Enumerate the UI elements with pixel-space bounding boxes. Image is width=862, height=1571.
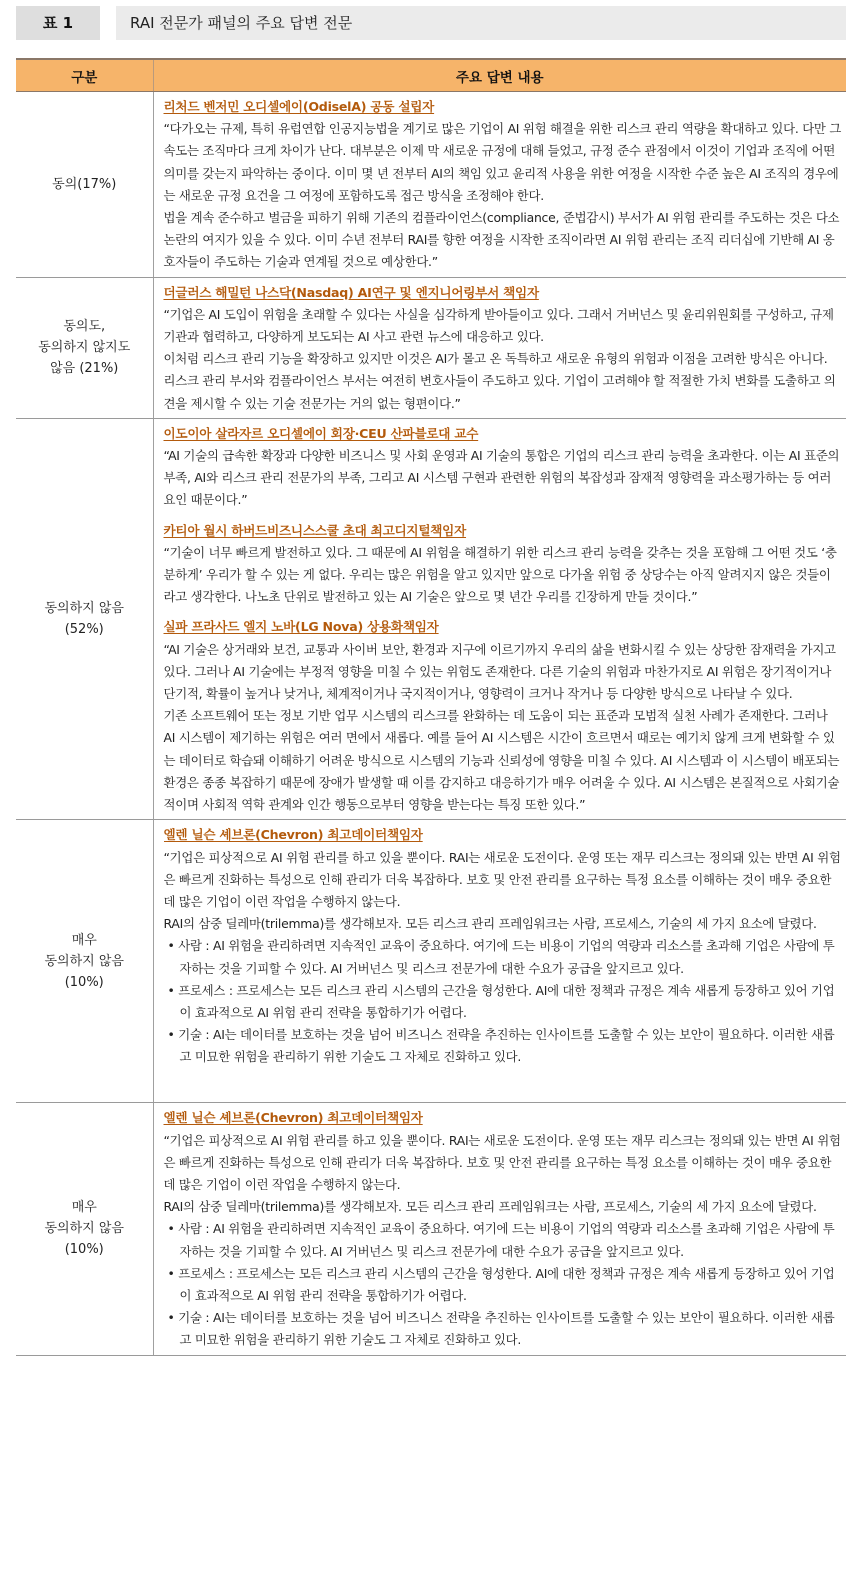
response-paragraph: 법을 계속 준수하고 벌금을 피하기 위해 기존의 컴플라이언스(compliance, 준법감시) 부서가 AI 위험 관리를 주도하는 것은 다소 논란의 여지가 있을 수 있다. 이미 수년 전부터 RAI를 향한 여정을 시작한 조직이라면 AI 위험 관리는 조직 리더십에 기반해 AI 옹호자들이 주도하는 기술과 연계될 것으로 예상한다.” (163, 210, 840, 270)
category-line: 동의(17%) (52, 176, 117, 192)
response-block (164, 1107, 843, 1351)
table-row (16, 820, 846, 1103)
row-content (153, 1103, 846, 1355)
row-category (16, 820, 153, 1103)
response-block (164, 282, 843, 415)
category-line: (10%) (64, 1242, 104, 1258)
response-block (164, 423, 843, 512)
response-paragraph: 이처럼 리스크 관리 기능을 확장하고 있지만 이것은 AI가 몰고 온 독특하고 새로운 유형의 위험과 이점을 고려한 방식은 아니다. 리스크 관리 부서와 컴플라이언스 부서는 여전히 변호사들이 주도하고 있다. 기업이 고려해야 할 적절한 가치 변화를 도출하고 의견을 제시할 수 있는 기술 전문가는 거의 없는 형편이다.” (163, 351, 836, 411)
response-bullet: • 기술 : AI는 데이터를 보호하는 것을 넘어 비즈니스 전략을 추진하는 인사이트를 도출할 수 있는 보안이 필요하다. 이러한 새롭고 미묘한 위험을 관리하기 위한 기술도 그 자체로 진화하고 있다. (167, 1310, 835, 1348)
response-block (164, 824, 843, 1068)
row-content (153, 92, 846, 278)
row-content (153, 277, 846, 418)
response-block (164, 520, 843, 609)
header-category: 구분 (16, 59, 153, 92)
row-content-inner (164, 423, 843, 816)
category-line: 않음 (21%) (50, 361, 119, 377)
row-category (16, 92, 153, 278)
category-line: 동의도, (63, 319, 106, 335)
response-paragraph: “다가오는 규제, 특히 유럽연합 인공지능법을 계기로 많은 기업이 AI 위험 해결을 위한 리스크 관리 역량을 확대하고 있다. 다만 그 속도는 조직마다 크게 차이가 난다. 대부분은 이제 막 새로운 규정에 대해 들었고, 규정 준수 관점에서 이것이 기업과 조직에 어떤 의미를 갖는지 파악하는 중이다. 이미 몇 년 전부터 AI의 책임 있고 윤리적 사용을 위한 여정을 시작한 수준 높은 AI 조직의 경우에는 새로운 규정 요건을 그 여정에 포함하도록 접근 방식을 조정해야 한다. (163, 121, 842, 203)
speaker-name: 카티아 월시 하버드비즈니스스쿨 초대 최고디지털책임자 (163, 522, 467, 538)
response-bullet: • 기술 : AI는 데이터를 보호하는 것을 넘어 비즈니스 전략을 추진하는 인사이트를 도출할 수 있는 보안이 필요하다. 이러한 새롭고 미묘한 위험을 관리하기 위한 기술도 그 자체로 진화하고 있다. (167, 1027, 835, 1065)
table-row (16, 92, 846, 278)
category-line: 동의하지 않음 (44, 1221, 124, 1237)
table-row (16, 418, 846, 819)
speaker-name: 리처드 벤저민 오디셀에이(OdiselA) 공동 설립자 (163, 99, 435, 114)
speaker-name: 이도이아 살라자르 오디셀에이 회장·CEU 산파블로대 교수 (163, 425, 479, 441)
response-paragraph: 기존 소프트웨어 또는 정보 기반 업무 시스템의 리스크를 완화하는 데 도움이 되는 표준과 모범적 실천 사례가 존재한다. 그러나 AI 시스템이 제기하는 위험은 여러 면에서 새롭다. 예를 들어 AI 시스템은 시간이 흐르면서 때로는 예기치 않게 크게 변화할 수 있는 데이터로 학습돼 이해하기 어려운 방식으로 시스템의 기능과 신뢰성에 영향을 미칠 수 있다. AI 시스템과 이 시스템이 배포되는 환경은 종종 복잡하기 때문에 장애가 발생할 때 이를 감지하고 대응하기가 매우 어려울 수 있다. AI 시스템은 본질적으로 사회기술적이며 사회적 역학 관계와 인간 행동으로부터 영향을 받는다는 특징 또한 있다.” (163, 708, 840, 813)
response-paragraph: “기업은 AI 도입이 위험을 초래할 수 있다는 사실을 심각하게 받아들이고 있다. 그래서 거버넌스 및 윤리위원회를 구성하고, 규제 기관과 협력하고, 다양하게 보도되는 AI 사고 관련 뉴스에 대응하고 있다. (163, 306, 834, 345)
speaker-name: 엘렌 닐슨 셰브론(Chevron) 최고데이터책임자 (163, 827, 423, 843)
response-paragraph: “기업은 피상적으로 AI 위험 관리를 하고 있을 뿐이다. RAI는 새로운 도전이다. 운영 또는 재무 리스크는 정의돼 있는 반면 AI 위험은 빠르게 진화하는 특성으로 인해 관리가 더욱 복잡하다. 보호 및 안전 관리를 요구하는 특정 요소를 이해하는 것이 매우 중요한데 많은 기업이 이런 작업을 수행하지 않는다. (163, 849, 841, 909)
row-category (16, 418, 153, 819)
response-paragraph: “AI 기술의 급속한 확장과 다양한 비즈니스 및 사회 운영과 AI 기술의 통합은 기업의 리스크 관리 능력을 초과한다. 이는 AI 표준의 부족, AI와 리스크 관리 전문가의 부족, 그리고 AI 시스템 구현과 관련한 위험의 복잡성과 잠재적 영향력을 과소평가하는 등 여러 요인 때문이다.” (163, 448, 840, 508)
table-row (16, 277, 846, 418)
table-number: 표 1 (16, 6, 100, 40)
response-block (164, 96, 843, 274)
speaker-name: 더글러스 해밀턴 나스닥(Nasdaq) AI연구 및 엔지니어링부서 책임자 (163, 284, 539, 300)
response-bullet: • 프로세스 : 프로세스는 모든 리스크 관리 시스템의 근간을 형성한다. AI에 대한 정책과 규정은 계속 새롭게 등장하고 있어 기업이 효과적으로 AI 위험 관리 전략을 통합하기가 어렵다. (167, 982, 835, 1020)
category-line: 동의하지 않지도 (38, 340, 131, 356)
table-caption (16, 6, 846, 40)
row-content (153, 418, 846, 819)
row-content (153, 820, 846, 1103)
response-bullet: • 프로세스 : 프로세스는 모든 리스크 관리 시스템의 근간을 형성한다. AI에 대한 정책과 규정은 계속 새롭게 등장하고 있어 기업이 효과적으로 AI 위험 관리 전략을 통합하기가 어렵다. (167, 1265, 835, 1303)
response-paragraph: RAI의 삼중 딜레마(trilemma)를 생각해보자. 모든 리스크 관리 프레임워크는 사람, 프로세스, 기술의 세 가지 요소에 달렸다. (163, 916, 817, 932)
response-block (164, 616, 843, 816)
response-paragraph: “기업은 피상적으로 AI 위험 관리를 하고 있을 뿐이다. RAI는 새로운 도전이다. 운영 또는 재무 리스크는 정의돼 있는 반면 AI 위험은 빠르게 진화하는 특성으로 인해 관리가 더욱 복잡하다. 보호 및 안전 관리를 요구하는 특정 요소를 이해하는 것이 매우 중요한데 많은 기업이 이런 작업을 수행하지 않는다. (163, 1132, 841, 1192)
header-content: 주요 답변 내용 (153, 59, 846, 92)
category-line: (52%) (64, 622, 104, 638)
category-line: (10%) (64, 974, 104, 990)
table-title: RAI 전문가 패널의 주요 답변 전문 (130, 14, 353, 32)
row-content-inner (164, 824, 843, 1099)
row-content-inner (164, 96, 843, 274)
response-bullet: • 사람 : AI 위험을 관리하려면 지속적인 교육이 중요하다. 여기에 드는 비용이 기업의 역량과 리소스를 초과해 기업은 사람에 투자하는 것을 기피할 수 있다. AI 거버넌스 및 리스크 전문가에 대한 수요가 공급을 앞지르고 있다. (167, 1221, 835, 1259)
speaker-name: 실파 프라사드 엘지 노바(LG Nova) 상용화책임자 (163, 619, 439, 635)
category-line: 동의하지 않음 (44, 953, 124, 969)
speaker-name: 엘렌 닐슨 셰브론(Chevron) 최고데이터책임자 (163, 1110, 423, 1126)
caption-divider (100, 6, 116, 40)
row-category (16, 277, 153, 418)
row-content-inner (164, 282, 843, 415)
response-paragraph: “기술이 너무 빠르게 발전하고 있다. 그 때문에 AI 위험을 해결하기 위한 리스크 관리 능력을 갖추는 것을 포함해 그 어떤 것도 ‘충분하게’ 우리가 할 수 있는 게 없다. 우리는 많은 위험을 알고 있지만 앞으로 다가올 위험 중 상당수는 아직 알려지지 않은 것들이라고 생각한다. 나노초 단위로 발전하고 있는 AI 기술은 앞으로 몇 년간 우리를 긴장하게 만들 것이다.” (163, 544, 837, 605)
category-line: 동의하지 않음 (44, 601, 124, 617)
header-row (16, 59, 846, 92)
response-paragraph: “AI 기술은 상거래와 보건, 교통과 사이버 보안, 환경과 지구에 이르기까지 우리의 삶을 변화시킬 수 있는 상당한 잠재력을 가지고 있다. 그러나 AI 기술에는 부정적 영향을 미칠 수 있는 위험도 존재한다. 다른 기술의 위험과 마찬가지로 AI 위험은 장기적이거나 단기적, 확률이 높거나 낮거나, 체계적이거나 국지적이거나, 영향력이 크거나 작거나 등 다양한 방식으로 나타날 수 있다. (163, 641, 836, 702)
row-content-inner (164, 1107, 843, 1351)
row-category (16, 1103, 153, 1355)
response-paragraph: RAI의 삼중 딜레마(trilemma)를 생각해보자. 모든 리스크 관리 프레임워크는 사람, 프로세스, 기술의 세 가지 요소에 달렸다. (163, 1199, 817, 1215)
table-row (16, 1103, 846, 1355)
expert-panel-table (16, 58, 846, 1356)
response-bullet: • 사람 : AI 위험을 관리하려면 지속적인 교육이 중요하다. 여기에 드는 비용이 기업의 역량과 리소스를 초과해 기업은 사람에 투자하는 것을 기피할 수 있다. AI 거버넌스 및 리스크 전문가에 대한 수요가 공급을 앞지르고 있다. (167, 938, 835, 976)
category-line: 매우 (71, 932, 97, 948)
category-line: 매우 (71, 1200, 97, 1216)
